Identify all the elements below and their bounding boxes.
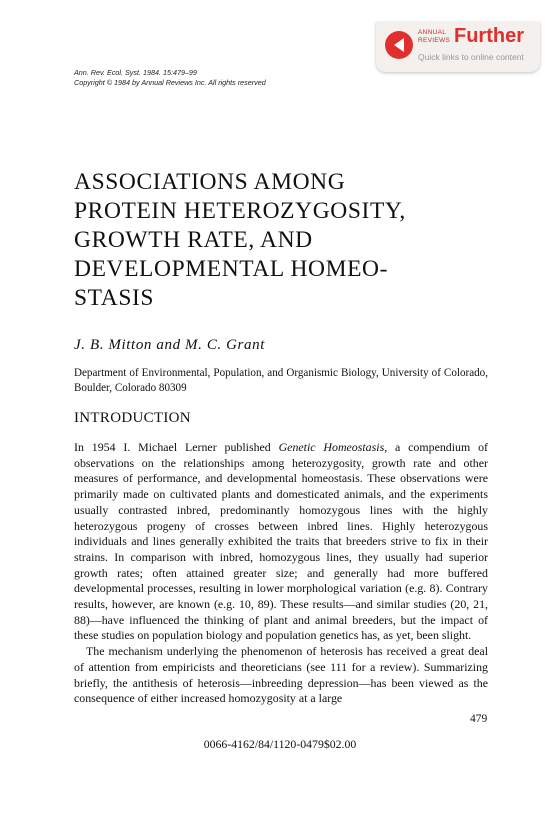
article-code-footer: 0066-4162/84/1120-0479$02.00 [203, 737, 357, 751]
badge-brand-name: Further [454, 25, 524, 47]
body-paragraph: In 1954 I. Michael Lerner published Genetic Homeostasis, a compendium of observations on the relationships among heterozygosity, growth rate and other measures of performance, and developmental homeostasis. These observations were primarily made on cultivated plants and domesticated animals, and the experiments usually contrasted inbred, predominantly homozygous lines with the highly heterozygous progeny of crosses between inbred lines. Highly heterozygous individuals and lines generally exhibited the traits that breeders strive to fix in their strains. In comparison with inbred, homozygous lines, they usually had superior growth rates; often attained greater size; and generally had more buffered developmental processes, resulting in lower morphological variation (e.g. 8). Contrary results, however, are known (e.g. 10, 89). These results—and similar studies (20, 21, 88)—have influenced the thinking of plant and animal breeders, but the impact of these studies on population biology and population genetics has, as yet, been slight. [74, 440, 488, 643]
badge-tagline[interactable]: Quick links to online content [418, 52, 524, 62]
citation-line: Ann. Rev. Ecol. Syst. 1984. 15:479–99 [74, 68, 197, 77]
body-paragraph: The mechanism underlying the phenomenon of heterosis has received a great deal of attention from empiricists and theoreticians (see 111 for a review). Summarizing briefly, the antithesis of heterosis—inbreeding depression—has been viewed as the consequence of either increased homozygosity at a large [74, 644, 488, 706]
article-body [74, 440, 488, 707]
badge-publisher-label: ANNUAL REVIEWS [418, 29, 451, 44]
copyright-line: Copyright © 1984 by Annual Reviews Inc. All rights reserved [74, 78, 266, 87]
speaker-icon [385, 31, 413, 59]
author-affiliation: Department of Environmental, Population, and Organismic Biology, University of Colorado, Boulder, Colorado 80309 [74, 367, 488, 394]
article-title: ASSOCIATIONS AMONG PROTEIN HETEROZYGOSITY, GROWTH RATE, AND DEVELOPMENTAL HOMEO- STASIS [74, 169, 406, 311]
book-title: Genetic Homeostasis [278, 440, 385, 454]
page-number: 479 [470, 713, 488, 725]
annual-reviews-further-badge[interactable] [376, 22, 540, 72]
section-heading: INTRODUCTION [74, 410, 191, 426]
author-names: J. B. Mitton and M. C. Grant [74, 337, 265, 353]
journal-citation [74, 68, 266, 88]
